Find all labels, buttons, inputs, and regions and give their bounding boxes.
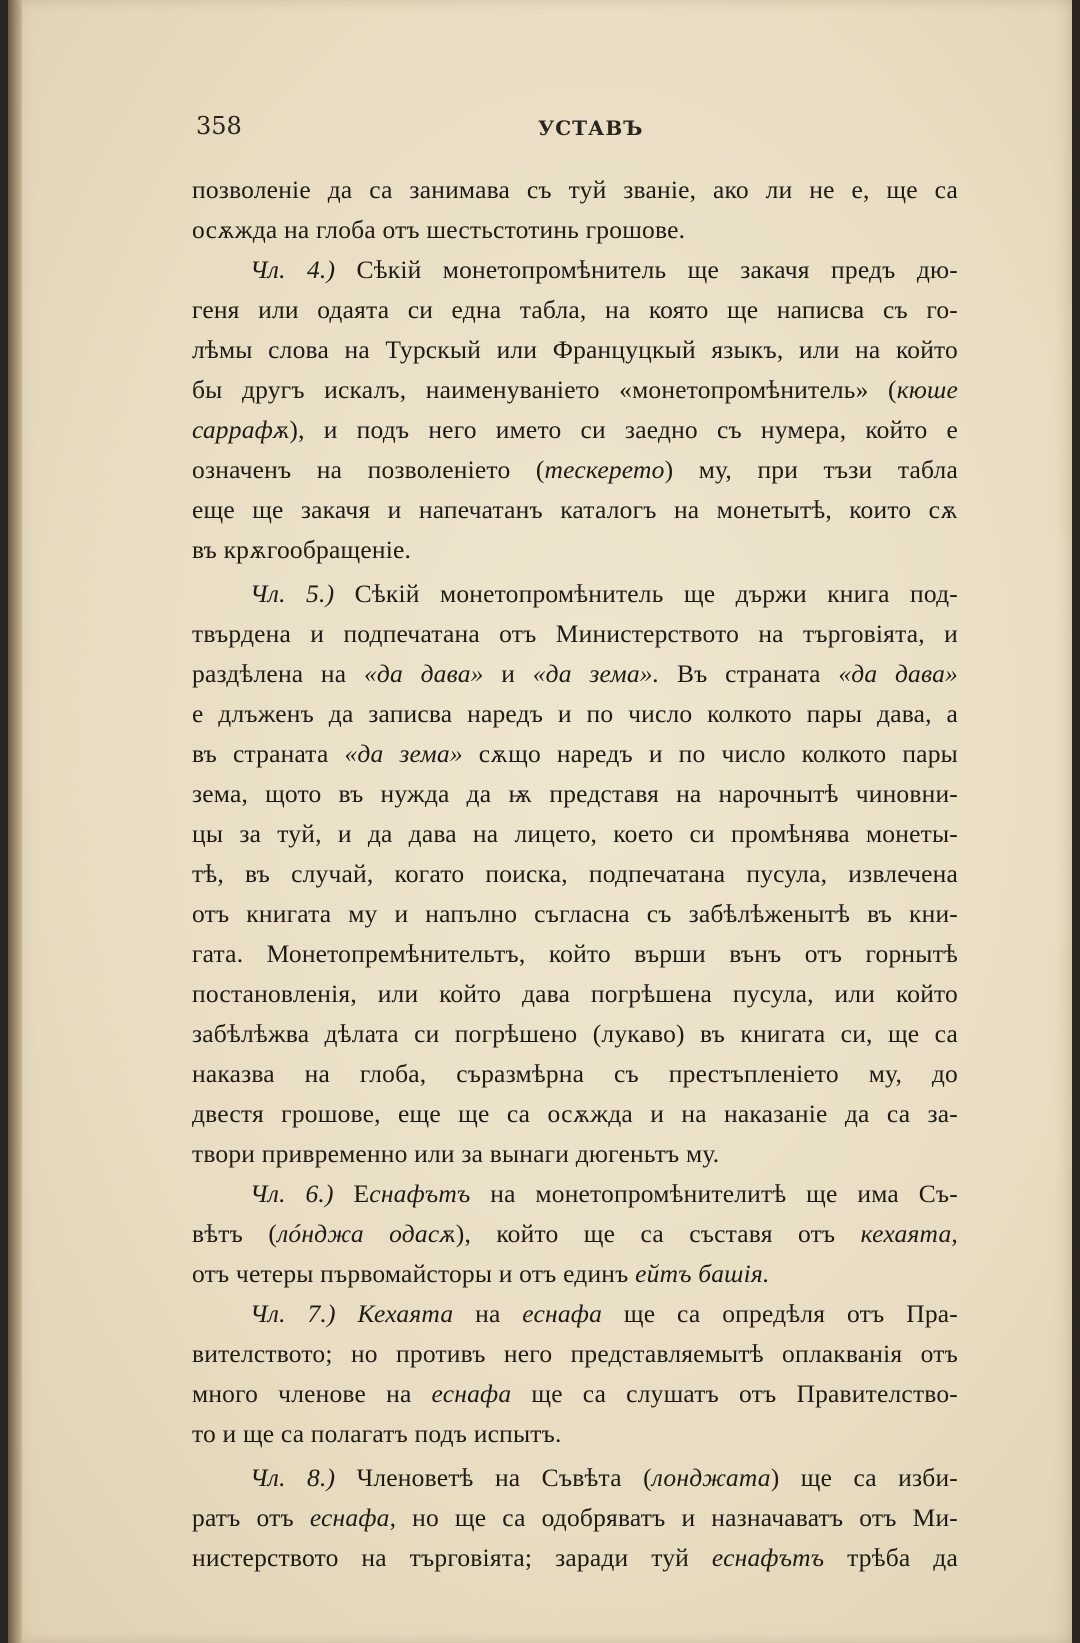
text-segment: геня или одаята си една табла, на която ще написва съ го-	[192, 295, 958, 324]
text-segment: то и ще са полагатъ подъ испытъ.	[192, 1419, 562, 1448]
italic-text-segment: Чл. 8.)	[250, 1463, 336, 1492]
text-line	[192, 1014, 958, 1054]
text-segment: осѫжда на глоба отъ шестьстотинь грошове.	[192, 215, 686, 244]
text-line	[192, 1458, 958, 1498]
text-segment: Въ страната	[659, 659, 839, 688]
text-segment: на	[453, 1299, 523, 1328]
page-number: 358	[196, 112, 242, 140]
text-line	[192, 210, 958, 250]
text-line	[192, 574, 958, 614]
text-segment: въ страната	[192, 739, 345, 768]
text-segment: Сѣкій монетопромѣнитель ще закачя предъ дю-	[335, 255, 958, 284]
text-line	[192, 694, 958, 734]
italic-text-segment: кехаята,	[860, 1219, 958, 1248]
italic-text-segment: Чл. 6.)	[250, 1179, 334, 1208]
text-line	[192, 1254, 958, 1294]
book-page	[8, 0, 1072, 1643]
text-line	[192, 1294, 958, 1334]
text-segment: но ще са одобряватъ и назначаватъ отъ Ми-	[396, 1503, 958, 1532]
text-segment: позволеніе да са занимава съ туй званіе, ако ли не е, ще са	[192, 175, 958, 204]
text-line	[192, 1498, 958, 1538]
text-segment: двестя грошове, еще ще са осѫжда и на наказаніе да са за-	[192, 1099, 958, 1128]
italic-text-segment: «да дава»	[838, 659, 958, 688]
text-line	[192, 1414, 958, 1454]
text-line	[192, 1374, 958, 1414]
italic-text-segment: лóнджа одасѫ	[277, 1219, 456, 1248]
text-line	[192, 814, 958, 854]
text-segment: тѣ, въ случай, когато поиска, подпечатана пусула, извлечена	[192, 859, 958, 888]
text-segment: трѣба да	[824, 1543, 959, 1572]
text-segment: ) му, при тъзи табла	[664, 455, 958, 484]
text-line	[192, 774, 958, 814]
text-segment: гата. Монетопремѣнительтъ, който върши вънъ отъ горнытѣ	[192, 939, 958, 968]
italic-text-segment: ейтъ башія.	[635, 1259, 770, 1288]
italic-text-segment: тескерето	[544, 455, 665, 484]
text-segment: ), който ще са съставя отъ	[455, 1219, 861, 1248]
text-segment: вителството; но противъ него представляемытѣ оплакванія отъ	[192, 1339, 958, 1368]
italic-text-segment: лонджата	[651, 1463, 771, 1492]
text-line	[192, 734, 958, 774]
italic-text-segment: Чл. 5.)	[250, 579, 335, 608]
text-line	[192, 530, 958, 570]
italic-text-segment: Чл. 4.)	[250, 255, 336, 284]
italic-text-segment: кюше	[896, 375, 958, 404]
text-segment: еще ще закачя и напечатанъ каталогъ на монетытѣ, които сѫ	[192, 495, 958, 524]
text-segment: твърдена и подпечатана отъ Министерството на търговіята, и	[192, 619, 958, 648]
page-spine-shadow	[8, 0, 22, 1643]
text-line	[192, 330, 958, 370]
text-segment: въ крѫгообращеніе.	[192, 535, 412, 564]
text-segment: лѣмы слова на Турскый или Француцкый языкъ, или на който	[192, 335, 958, 364]
text-segment: нистерството на търговіята; заради туй	[192, 1543, 712, 1572]
italic-text-segment: еснафътъ	[711, 1543, 825, 1572]
italic-text-segment: саррафѫ	[192, 415, 290, 444]
text-segment: Сѣкій монетопромѣнитель ще държи книга под-	[334, 579, 958, 608]
text-segment: и	[483, 659, 533, 688]
text-line	[192, 1538, 958, 1578]
body-text	[192, 170, 958, 1578]
text-line	[192, 1054, 958, 1094]
text-segment: ратъ отъ	[192, 1503, 310, 1532]
text-segment: зема, щото въ нужда да ѭ представя на нарочнытѣ чиновни-	[192, 779, 958, 808]
text-segment: бы другъ искалъ, наименуваніето «монетопромѣнитель» (	[192, 375, 897, 404]
italic-text-segment: Чл. 7.)	[250, 1299, 336, 1328]
text-line	[192, 934, 958, 974]
italic-text-segment: еснафа	[522, 1299, 603, 1328]
text-line	[192, 654, 958, 694]
text-line	[192, 370, 958, 410]
text-segment: е длъженъ да записва наредъ и по число колкото пары дава, а	[192, 699, 958, 728]
text-segment	[336, 1299, 358, 1328]
text-line	[192, 1174, 958, 1214]
text-segment: означенъ на позволеніето (	[192, 455, 545, 484]
italic-text-segment: снафътъ	[369, 1179, 471, 1208]
text-line	[192, 1214, 958, 1254]
text-line	[192, 410, 958, 450]
text-line	[192, 894, 958, 934]
text-segment: Е	[333, 1179, 370, 1208]
running-title: УСТАВЪ	[538, 116, 644, 140]
text-segment: ще са слушатъ отъ Правителство-	[511, 1379, 958, 1408]
text-line	[192, 854, 958, 894]
text-segment: ще са опредѣля отъ Пра-	[602, 1299, 958, 1328]
text-line	[192, 290, 958, 330]
text-segment: ) ще са изби-	[770, 1463, 958, 1492]
text-segment: цы за туй, и да дава на лицето, което си промѣнява монеты-	[192, 819, 958, 848]
text-segment: раздѣлена на	[192, 659, 364, 688]
text-segment: ), и подъ него името си заедно съ нумера, който е	[289, 415, 958, 444]
text-segment: отъ книгата му и напълно съгласна съ забѣлѣженытѣ въ кни-	[192, 899, 958, 928]
text-line	[192, 974, 958, 1014]
text-segment: отъ четеры първомайсторы и отъ единъ	[192, 1259, 636, 1288]
text-line	[192, 614, 958, 654]
italic-text-segment: «да зема».	[532, 659, 660, 688]
italic-text-segment: Кехаята	[357, 1299, 454, 1328]
text-segment: забѣлѣжва дѣлата си погрѣшено (лукаво) въ книгата си, ще са	[192, 1019, 958, 1048]
text-line	[192, 1094, 958, 1134]
text-segment: много членове на	[192, 1379, 432, 1408]
text-segment: твори привременно или за вынаги дюгеньтъ му.	[192, 1139, 720, 1168]
text-line	[192, 1134, 958, 1174]
text-segment: постановленія, или който дава погрѣшена пусула, или който	[192, 979, 958, 1008]
text-line	[192, 490, 958, 530]
text-segment: наказва на глоба, съразмѣрна съ престъпленіето му, до	[192, 1059, 958, 1088]
text-segment: Членоветѣ на Съвѣта (	[335, 1463, 652, 1492]
italic-text-segment: еснафа,	[309, 1503, 397, 1532]
text-line	[192, 450, 958, 490]
text-line	[192, 250, 958, 290]
text-line	[192, 170, 958, 210]
italic-text-segment: «да дава»	[363, 659, 484, 688]
italic-text-segment: еснафа	[431, 1379, 512, 1408]
text-segment: сѫщо наредъ и по число колкото пары	[462, 739, 958, 768]
text-segment: вѣтъ (	[192, 1219, 278, 1248]
italic-text-segment: «да зема»	[344, 739, 463, 768]
text-segment: на монетопромѣнителитѣ ще има Съ-	[470, 1179, 958, 1208]
page-header	[196, 112, 956, 152]
text-line	[192, 1334, 958, 1374]
